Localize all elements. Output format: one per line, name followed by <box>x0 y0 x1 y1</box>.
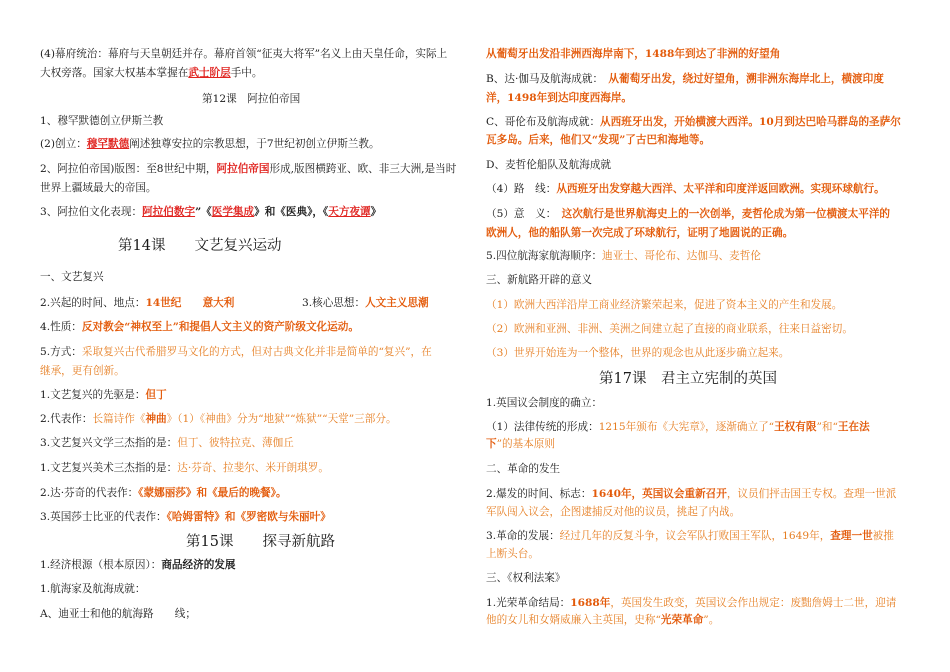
text-line: 5.方式：采取复兴古代希腊罗马文化的方式，但对古典文化并非是简单的“复兴”，在 <box>40 346 432 358</box>
text-line: （1）法律传统的形成：1215年颁布《大宪章》，逐渐确立了“王权有限”和“王在法 <box>486 421 870 433</box>
text-line: 4.性质：反对教会“神权至上”和提倡人文主义的资产阶级文化运动。 <box>40 321 359 333</box>
text-line: （1）欧洲大西洋沿岸工商业经济繁荣起来，促进了资本主义的产生和发展。 <box>486 299 843 311</box>
text-line: （5）意 义： 这次航行是世界航海史上的一次创举，麦哲伦成为第一位横渡太平洋的 <box>486 208 891 220</box>
text-line: 三、新航路开辟的意义 <box>486 274 592 286</box>
text-line: 欧洲人，他的船队第一次完成了环球航行，证明了地圆说的正确。 <box>486 227 794 239</box>
text-line: 洋，1498年到达印度西海岸。 <box>486 92 633 104</box>
text-line: 1.航海家及航海成就： <box>40 583 146 595</box>
text-line: B、达·伽马及航海成就： 从葡萄牙出发，绕过好望角，溯非洲东海岸北上，横渡印度 <box>486 73 884 85</box>
lesson-heading-12: 第12课 阿拉伯帝国 <box>202 93 301 105</box>
text-line: 3.核心思想：人文主义思潮 <box>302 297 429 309</box>
text-line: 继承，更有创新。 <box>40 365 125 377</box>
text-line: 从葡萄牙出发沿非洲西海岸南下，1488年到达了非洲的好望角 <box>486 48 781 60</box>
text-line: 1.光荣革命结局：1688年，英国发生政变，英国议会作出规定：废黜詹姆士二世，迎请 <box>486 597 897 609</box>
text-line: A、迪亚士和他的航海路 线； <box>40 608 196 620</box>
text-line: 他的女儿和女婿威廉入主英国，史称“光荣革命”。 <box>486 614 720 626</box>
text-line: 三、《权利法案》 <box>486 572 566 584</box>
text-line: 1.经济根源（根本原因）：商品经济的发展 <box>40 559 236 571</box>
text-line: 下”的基本原则 <box>486 438 555 450</box>
text-line: D、麦哲伦船队及航海成就 <box>486 159 612 171</box>
text-line: 上断头台。 <box>486 548 539 560</box>
text-line: 1.英国议会制度的确立： <box>486 397 603 409</box>
text-line: (2)创立：穆罕默德阐述独尊安拉的宗教思想，于7世纪初创立伊斯兰教。 <box>40 138 380 150</box>
text-line: 5.四位航海家航海顺序：迪亚士、哥伦布、达伽马、麦哲伦 <box>486 250 761 262</box>
text-line: 3.革命的发展：经过几年的反复斗争，议会军队打败国王军队，1649年，查理一世被推 <box>486 530 894 542</box>
lesson-heading-14: 第14课 文艺复兴运动 <box>118 238 282 254</box>
text-line: 2.兴起的时间、地点：14世纪 意大利 <box>40 297 235 309</box>
text-line: 一、文艺复兴 <box>40 271 104 283</box>
text-line: （2）欧洲和亚洲、非洲、美洲之间建立起了直接的商业联系，往来日益密切。 <box>486 323 853 335</box>
text-line: 2、阿拉伯帝国)版图：至8世纪中期，阿拉伯帝国形成,版图横跨亚、欧、非三大洲,是当时 <box>40 163 457 175</box>
text-line: 大权旁落。国家大权基本掌握在武士阶层手中。 <box>40 67 263 79</box>
lesson-heading-15: 第15课 探寻新航路 <box>186 534 335 550</box>
lesson-heading-17: 第17课 君主立宪制的英国 <box>599 371 777 387</box>
text-line: 3.英国莎士比亚的代表作：《哈姆雷特》和《罗密欧与朱丽叶》 <box>40 511 331 523</box>
text-line: (4)幕府统治：幕府与天皇朝廷并存。幕府首领“征夷大将军”名义上由天皇任命，实际上 <box>40 48 448 60</box>
text-line: 2.爆发的时间、标志：1640年，英国议会重新召开，议员们抨击国王专权。查理一世派 <box>486 488 897 500</box>
text-line: 2.代表作：长篇诗作《神曲》（1）《神曲》分为“地狱”“炼狱”“天堂”三部分。 <box>40 413 397 425</box>
text-line: 1、穆罕默德创立伊斯兰教 <box>40 115 164 127</box>
text-line: 二、革命的发生 <box>486 463 561 475</box>
text-line: 军队闯入议会，企图逮捕反对他的议员，挑起了内战。 <box>486 506 741 518</box>
text-line: 1.文艺复兴的先驱是：但丁 <box>40 389 167 401</box>
text-line: 3.文艺复兴文学三杰指的是：但丁、彼特拉克、薄伽丘 <box>40 437 294 449</box>
text-line: 世界上疆域最大的帝国。 <box>40 182 157 194</box>
text-line: 2.达·芬奇的代表作：《蒙娜丽莎》和《最后的晚餐》。 <box>40 487 287 499</box>
text-line: 3、阿拉伯文化表现：阿拉伯数字”《医学集成》和《医典》，《天方夜谭》 <box>40 206 382 218</box>
text-line: （3）世界开始连为一个整体，世界的观念也从此逐步确立起来。 <box>486 347 790 359</box>
text-line: C、哥伦布及航海成就：从西班牙出发，开始横渡大西洋。10月到达巴哈马群岛的圣萨尔 <box>486 116 901 128</box>
text-line: 瓦多岛。后来，他们又“发现”了古巴和海地等。 <box>486 134 711 146</box>
text-line: 1.文艺复兴美术三杰指的是：达·芬奇、拉斐尔、米开朗琪罗。 <box>40 462 329 474</box>
text-line: （4）路 线：从西班牙出发穿越大西洋、太平洋和印度洋返回欧洲。实现环球航行。 <box>486 183 885 195</box>
